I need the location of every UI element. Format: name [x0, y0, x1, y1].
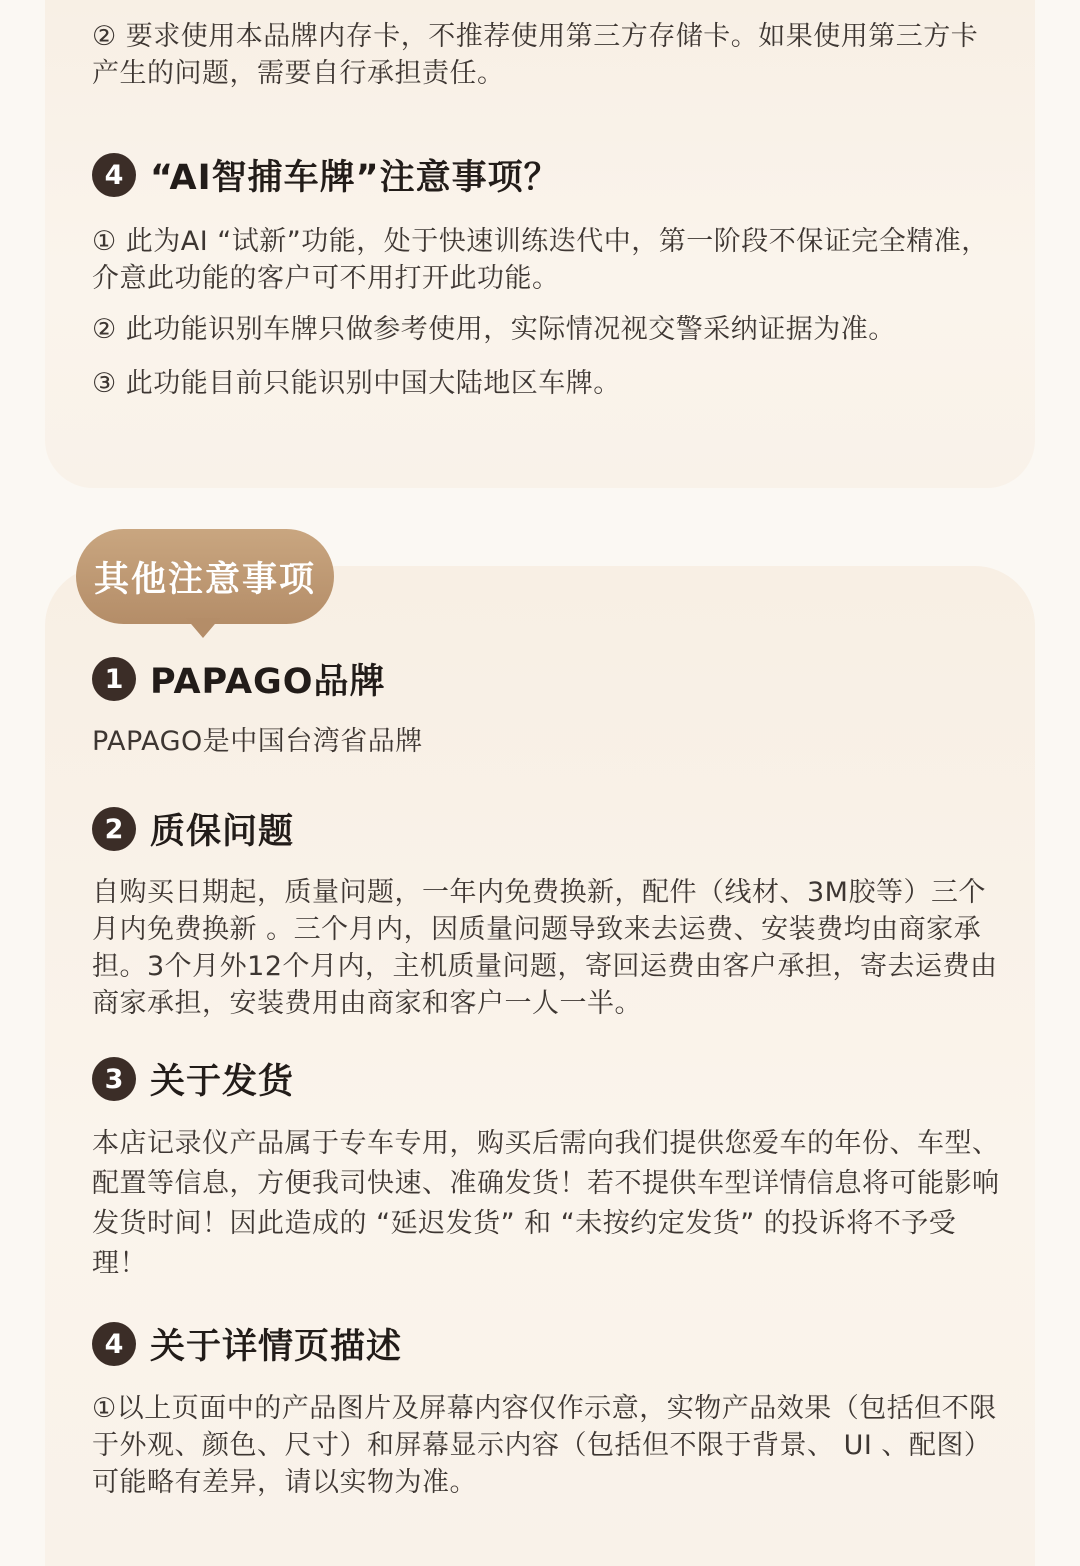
section-title: 关于发货: [150, 1062, 295, 1102]
other-notes-tag-label: 其他注意事项: [93, 559, 316, 600]
section-brand-heading: [92, 657, 386, 701]
shipping-text: 本店记录仪产品属于专车专用，购买后需向我们提供您爱车的年份、车型、配置等信息，方便我司快速、准确发货！若不提供车型详情信息将可能影响发货时间！因此造成的 “延迟发货” 和 “未按约定发货” 的投诉将不予受理！: [92, 1128, 1000, 1279]
description-text: ①以上页面中的产品图片及屏幕内容仅作示意，实物产品效果（包括但不限于外观、颜色、尺寸）和屏幕显示内容（包括但不限于背景、 UI 、配图）可能略有差异，请以实物为准。: [92, 1393, 997, 1498]
section-title: “AI智捕车牌”注意事项？: [150, 158, 560, 198]
section-number-badge: 2: [92, 807, 136, 851]
memory-card-note-2: ② 要求使用本品牌内存卡，不推荐使用第三方存储卡。如果使用第三方卡产生的问题，需要自行承担责任。: [92, 21, 979, 89]
section-description-heading: [92, 1322, 402, 1366]
ai-plate-note-1: ① 此为AI “试新”功能，处于快速训练迭代中，第一阶段不保证完全精准，介意此功能的客户可不用打开此功能。: [92, 226, 989, 294]
ai-plate-note-3: ③ 此功能目前只能识别中国大陆地区车牌。: [92, 368, 621, 399]
tag-pointer: [186, 618, 220, 638]
section-number-badge: 4: [92, 1322, 136, 1366]
section-number-badge: 4: [92, 153, 136, 197]
section-warranty-heading: [92, 807, 294, 851]
brand-text: PAPAGO是中国台湾省品牌: [92, 726, 423, 757]
section-ai-plate-heading: [92, 153, 560, 197]
warranty-text: 自购买日期起，质量问题，一年内免费换新，配件（线材、3M胶等）三个月内免费换新 。三个月内，因质量问题导致来去运费、安装费均由商家承担。3个月外12个月内，主机质量问题，寄回运费由客户承担，寄去运费由商家承担，安装费用由商家和客户一人一半。: [92, 877, 998, 1019]
section-shipping-heading: [92, 1057, 294, 1101]
ai-plate-note-2: ② 此功能识别车牌只做参考使用，实际情况视交警采纳证据为准。: [92, 314, 896, 345]
section-number-badge: 1: [92, 657, 136, 701]
section-title: 质保问题: [150, 812, 295, 852]
other-notes-tag: [76, 529, 334, 624]
section-number-badge: 3: [92, 1057, 136, 1101]
section-title: PAPAGO品牌: [150, 662, 386, 702]
section-title: 关于详情页描述: [150, 1327, 403, 1367]
